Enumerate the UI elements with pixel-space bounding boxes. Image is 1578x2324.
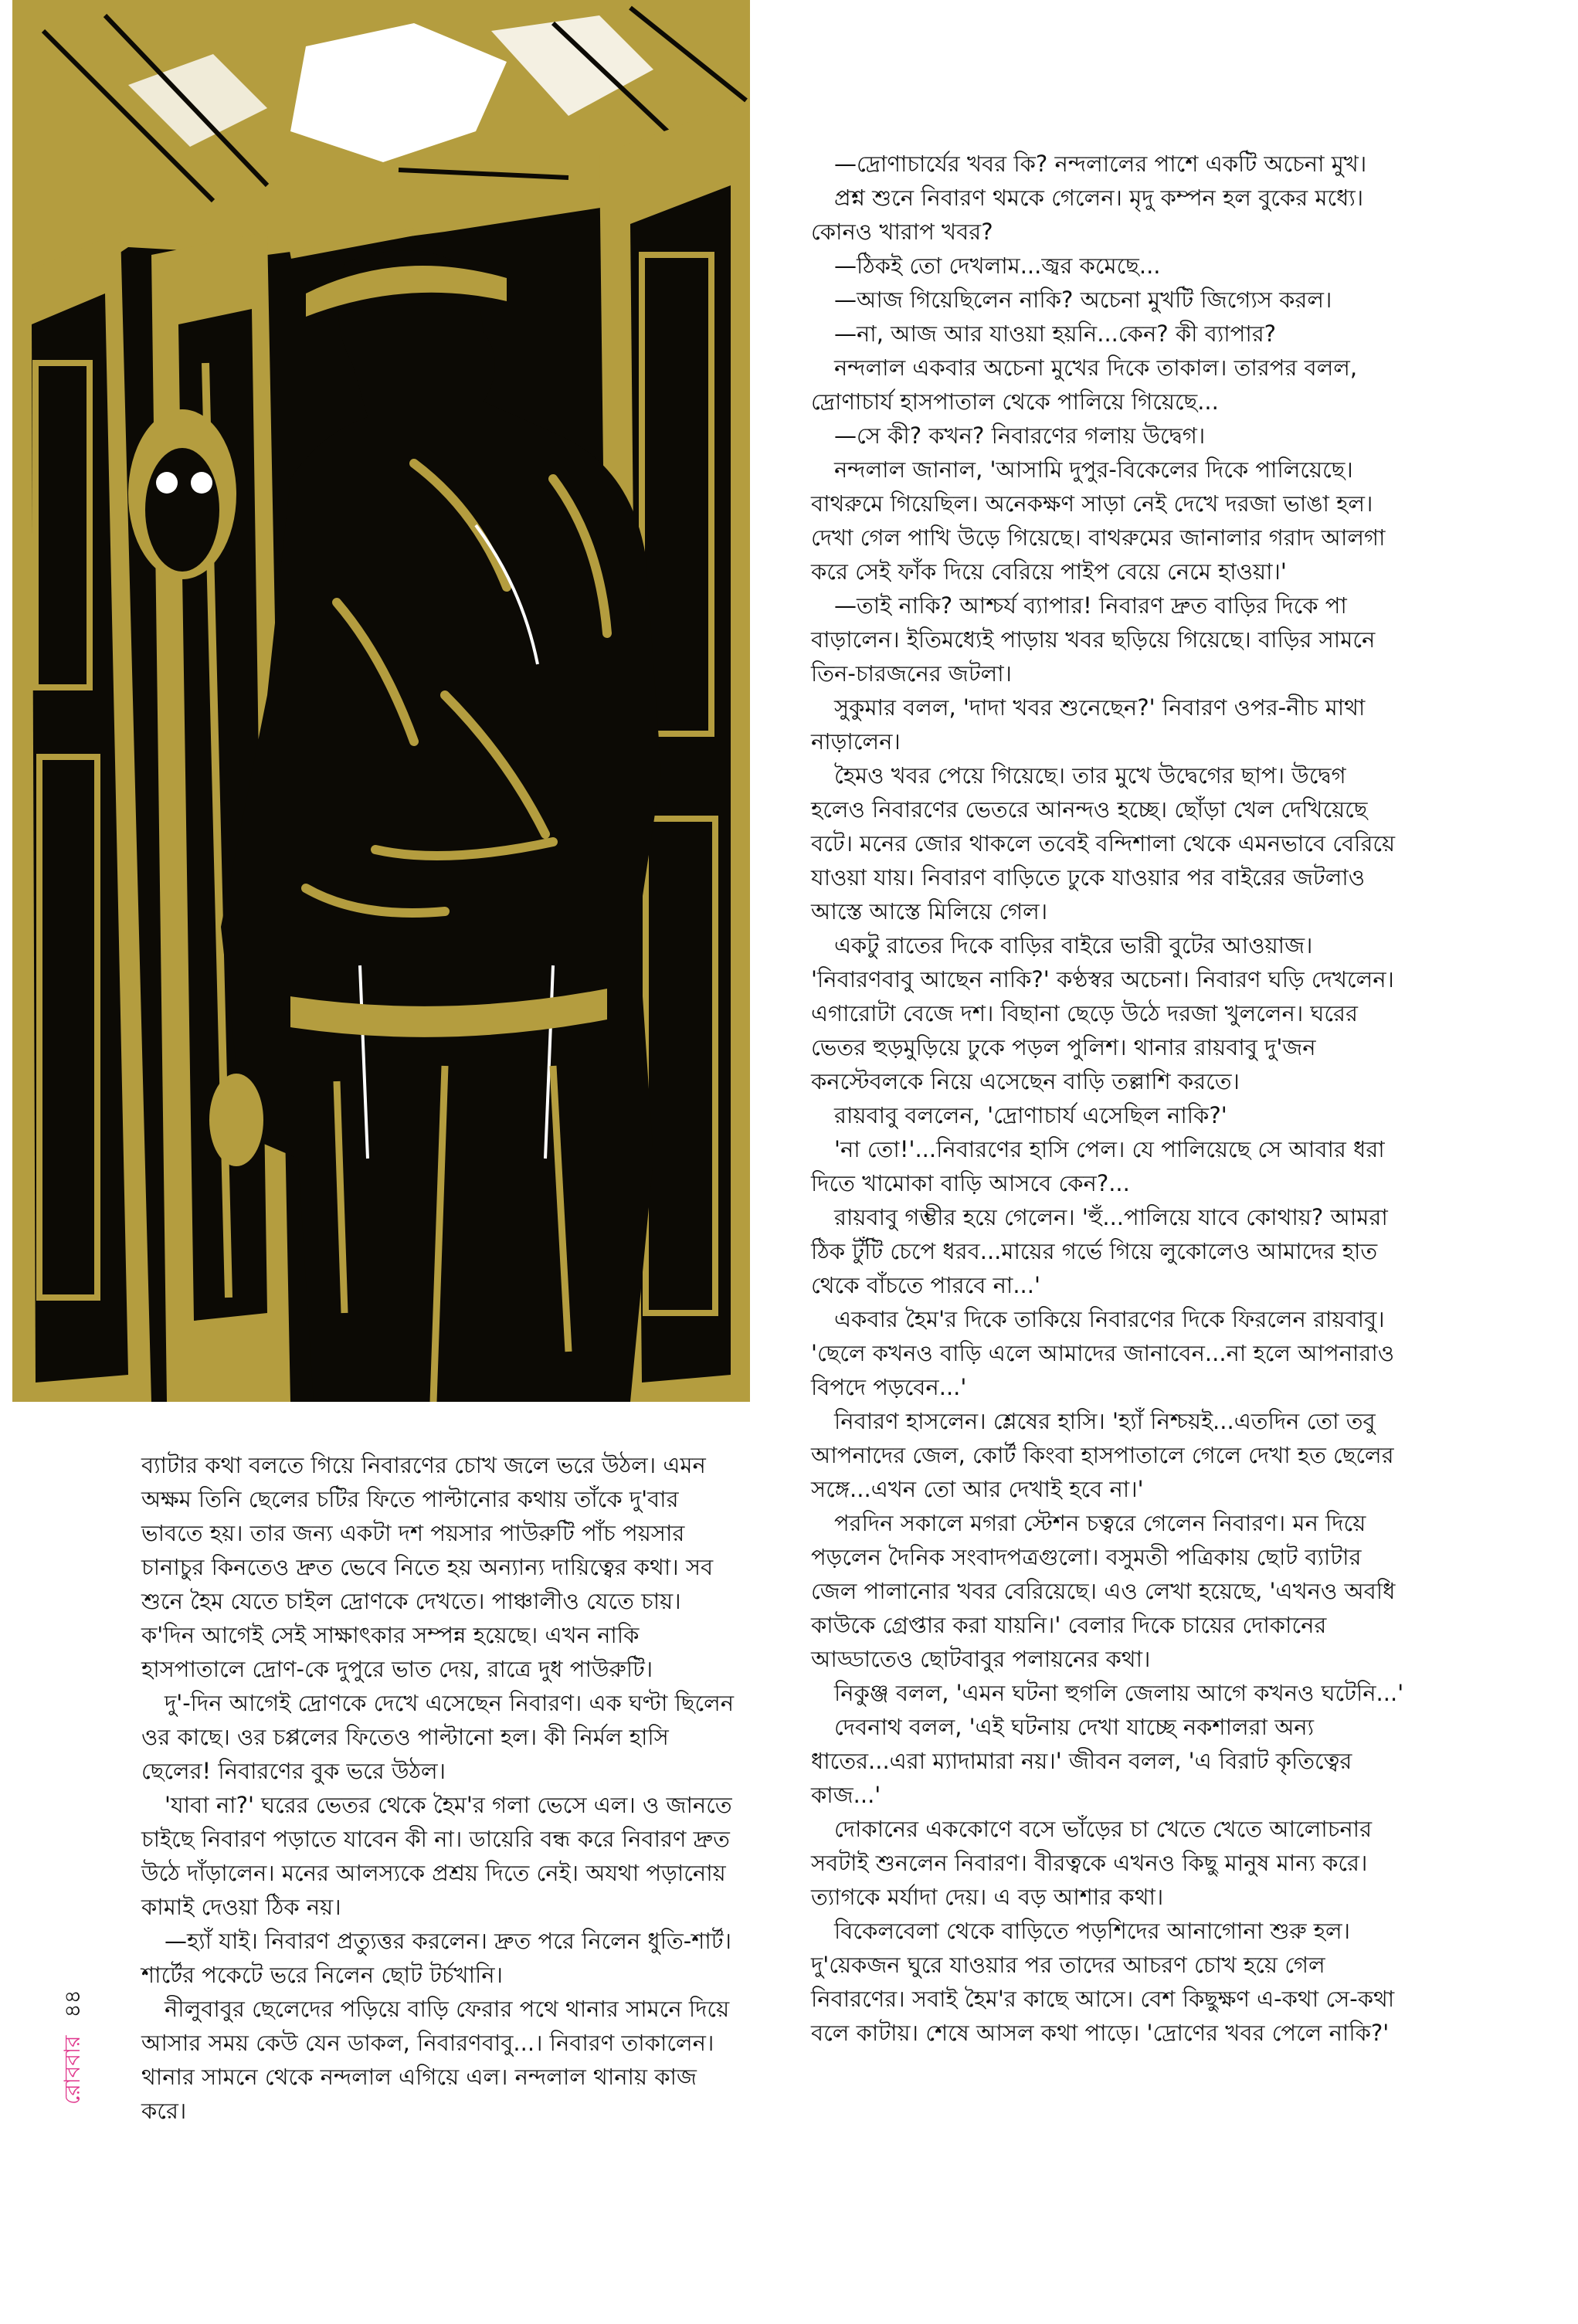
page-folio <box>56 1990 92 2105</box>
paragraph: একটু রাতের দিকে বাড়ির বাইরে ভারী বুটের আওয়াজ। 'নিবারণবাবু আছেন নাকি?' কণ্ঠস্বর অচেনা। নিবারণ ঘড়ি দেখলেন। এগারোটা বেজে দশ। বিছানা ছেড়ে উঠে দরজা খুললেন। ঘরের ভেতর হুড়মুড়িয়ে ঢুকে পড়ল পুলিশ। থানার রায়বাবু দু'জন কনস্টেবলকে নিয়ে এসেছেন বাড়ি তল্লাশি করতে। <box>811 932 1394 1094</box>
paragraph: 'যাবা না?' ঘরের ভেতর থেকে হৈম'র গলা ভেসে এল। ও জানতে চাইছে নিবারণ পড়াতে যাবেন কী না। ডায়েরি বন্ধ করে নিবারণ দ্রুত উঠে দাঁড়ালেন। মনের আলস্যকে প্রশ্রয় দিতে নেই। অযথা পড়ানোয় কামাই দেওয়া ঠিক নয়। <box>141 1792 732 1920</box>
paragraph: —ঠিকই তো দেখলাম...জ্বর কমেছে... <box>834 253 1161 279</box>
paragraph: সুকুমার বলল, 'দাদা খবর শুনেছেন?' নিবারণ ওপর-নীচ মাথা নাড়ালেন। <box>811 694 1366 755</box>
paragraph: দেবনাথ বলল, 'এই ঘটনায় দেখা যাচ্ছে নকশালরা অন্য ধাতের...এরা ম্যাদামারা নয়।' জীবন বলল, 'এ বিরাট কৃতিত্বের কাজ...' <box>811 1714 1352 1808</box>
magazine-name: রোববার <box>59 2035 85 2105</box>
paragraph: প্রশ্ন শুনে নিবারণ থমকে গেলেন। মৃদু কম্পন হল বুকের মধ্যে। কোনও খারাপ খবর? <box>811 185 1364 245</box>
paragraph: 'না তো!'...নিবারণের হাসি পেল। যে পালিয়েছে সে আবার ধরা দিতে খামোকা বাড়ি আসবে কেন?... <box>811 1136 1385 1196</box>
left-text-column <box>141 1448 736 2128</box>
paragraph: দু'-দিন আগেই দ্রোণকে দেখে এসেছেন নিবারণ। এক ঘণ্টা ছিলেন ওর কাছে। ওর চপ্পলের ফিতেও পাল্টানো হল। কী নির্মল হাসি ছেলের! নিবারণের বুক ভরে উঠল। <box>141 1690 735 1784</box>
paragraph: নিবারণ হাসলেন। শ্লেষের হাসি। 'হ্যাঁ নিশ্চয়ই...এতদিন তো তবু আপনাদের জেল, কোর্ট কিংবা হাসপাতালে গেলে দেখা হত ছেলের সঙ্গে...এখন তো আর দেখাই হবে না।' <box>811 1408 1394 1502</box>
paragraph: রায়বাবু গম্ভীর হয়ে গেলেন। 'হুঁ...পালিয়ে যাবে কোথায়? আমরা ঠিক টুঁটি চেপে ধরব...মায়ের গর্ভে গিয়ে লুকোলেও আমাদের হাত থেকে বাঁচতে পারবে না...' <box>811 1204 1388 1298</box>
paragraph: নন্দলাল জানাল, 'আসামি দুপুর-বিকেলের দিকে পালিয়েছে। বাথরুমে গিয়েছিল। অনেকক্ষণ সাড়া নেই দেখে দরজা ভাঙা হল। দেখা গেল পাখি উড়ে গিয়েছে। বাথরুমের জানালার গরাদ আলগা করে সেই ফাঁক দিয়ে বেরিয়ে পাইপ বেয়ে নেমে হাওয়া।' <box>811 456 1386 585</box>
paragraph: হৈমও খবর পেয়ে গিয়েছে। তার মুখে উদ্বেগের ছাপ। উদ্বেগ হলেও নিবারণের ভেতরে আনন্দও হচ্ছে। ছোঁড়া খেল দেখিয়েছে বটে। মনের জোর থাকলে তবেই বন্দিশালা থেকে এমনভাবে বেরিয়ে যাওয়া যায়। নিবারণ বাড়িতে ঢুকে যাওয়ার পর বাইরের জটলাও আস্তে আস্তে মিলিয়ে গেল। <box>811 762 1396 925</box>
paragraph: দোকানের এককোণে বসে ভাঁড়ের চা খেতে খেতে আলোচনার সবটাই শুনলেন নিবারণ। বীরত্বকে এখনও কিছু মানুষ মান্য করে। ত্যাগকে মর্যাদা দেয়। এ বড় আশার কথা। <box>811 1816 1373 1910</box>
paragraph: নিকুঞ্জ বলল, 'এমন ঘটনা হুগলি জেলায় আগে কখনও ঘটেনি...' <box>834 1680 1404 1706</box>
paragraph: পরদিন সকালে মগরা স্টেশন চত্বরে গেলেন নিবারণ। মন দিয়ে পড়লেন দৈনিক সংবাদপত্রগুলো। বসুমতী পত্রিকায় ছোট ব্যাটার জেল পালানোর খবর বেরিয়েছে। এও লেখা হয়েছে, 'এখনও অবধি কাউকে গ্রেপ্তার করা যায়নি।' বেলার দিকে চায়ের দোকানের আড্ডাতেও ছোটবাবুর পলায়নের কথা। <box>811 1510 1396 1672</box>
paragraph: নীলুবাবুর ছেলেদের পড়িয়ে বাড়ি ফেরার পথে থানার সামনে দিয়ে আসার সময় কেউ যেন ডাকল, নিবারণবাবু...। নিবারণ তাকালেন। থানার সামনে থেকে নন্দলাল এগিয়ে এল। নন্দলাল থানায় কাজ করে। <box>141 1996 730 2124</box>
page-number: ৪৪ <box>59 1990 85 2018</box>
paragraph: বিকেলবেলা থেকে বাড়িতে পড়শিদের আনাগোনা শুরু হল। দু'য়েকজন ঘুরে যাওয়ার পর তাদের আচরণ চোখ হয়ে গেল নিবারণের। সবাই হৈম'র কাছে আসে। বেশ কিছুক্ষণ এ-কথা সে-কথা বলে কাটায়। শেষে আসল কথা পাড়ে। 'দ্রোণের খবর পেলে নাকি?' <box>811 1918 1395 2046</box>
paragraph: ব্যাটার কথা বলতে গিয়ে নিবারণের চোখ জলে ভরে উঠল। এমন অক্ষম তিনি ছেলের চটির ফিতে পাল্টানোর কথায় তাঁকে দু'বার ভাবতে হয়। তার জন্য একটা দশ পয়সার পাউরুটি পাঁচ পয়সার চানাচুর কিনতেও দ্রুত ভেবে নিতে হয় অন্যান্য দায়িত্বের কথা। সব শুনে হৈম যেতে চাইল দ্রোণকে দেখতে। পাঞ্চালীও যেতে চায়। ক'দিন আগেই সেই সাক্ষাৎকার সম্পন্ন হয়েছে। এখন নাকি হাসপাতালে দ্রোণ-কে দুপুরে ভাত দেয়, রাত্রে দুধ পাউরুটি। <box>141 1452 714 1682</box>
paragraph: নন্দলাল একবার অচেনা মুখের দিকে তাকাল। তারপর বলল, দ্রোণাচার্য হাসপাতাল থেকে পালিয়ে গিয়েছে... <box>811 355 1358 415</box>
woodcut-illustration <box>12 0 750 1402</box>
paragraph: —আজ গিয়েছিলেন নাকি? অচেনা মুখটি জিগ্যেস করল। <box>834 287 1332 313</box>
paragraph: —না, আজ আর যাওয়া হয়নি...কেন? কী ব্যাপার? <box>834 321 1277 347</box>
paragraph: —তাই নাকি? আশ্চর্য ব্যাপার! নিবারণ দ্রুত বাড়ির দিকে পা বাড়ালেন। ইতিমধ্যেই পাড়ায় খবর ছড়িয়ে গিয়েছে। বাড়ির সামনে তিন-চারজনের জটলা। <box>811 592 1376 687</box>
paragraph: একবার হৈম'র দিকে তাকিয়ে নিবারণের দিকে ফিরলেন রায়বাবু। 'ছেলে কখনও বাড়ি এলে আমাদের জানাবেন...না হলে আপনারাও বিপদে পড়বেন...' <box>811 1306 1395 1400</box>
paragraph: রায়বাবু বললেন, 'দ্রোণাচার্য এসেছিল নাকি?' <box>834 1102 1227 1128</box>
paragraph: —দ্রোণাচার্যের খবর কি? নন্দলালের পাশে একটি অচেনা মুখ। <box>834 151 1367 177</box>
paragraph: —সে কী? কখন? নিবারণের গলায় উদ্বেগ। <box>834 422 1206 449</box>
right-text-column <box>811 147 1406 2050</box>
paragraph: —হ্যাঁ যাই। নিবারণ প্রত্যুত্তর করলেন। দ্রুত পরে নিলেন ধুতি-শার্ট। শার্টের পকেটে ভরে নিলেন ছোট টর্চখানি। <box>141 1928 731 1988</box>
